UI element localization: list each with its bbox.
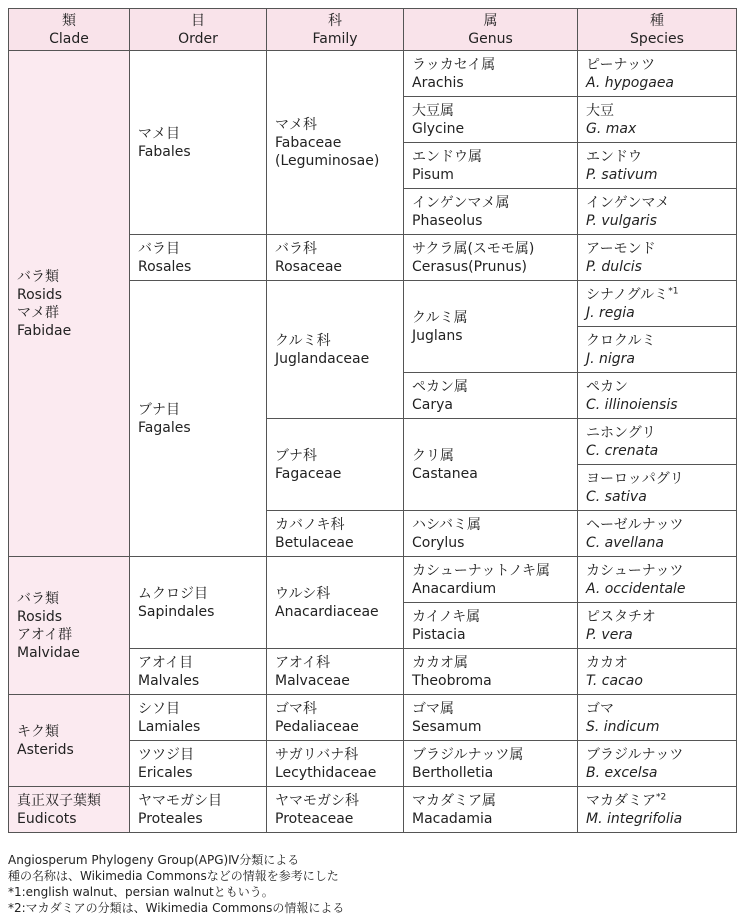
species-cell-macadamia: マカダミア$^{*2}$ M. integrifolia bbox=[578, 787, 737, 833]
species-cell-almond: アーモンド P. dulcis bbox=[578, 235, 737, 281]
table-row bbox=[9, 787, 737, 833]
order-cell-fabales: マメ目 Fabales bbox=[130, 51, 267, 235]
family-cell-lecythidaceae: サガリバナ科 Lecythidaceae bbox=[267, 741, 404, 787]
order-cell-fagales: ブナ目 Fagales bbox=[130, 281, 267, 557]
footnote-line: Angiosperum Phylogeny Group(APG)Ⅳ分類による bbox=[8, 853, 300, 867]
footnotes bbox=[8, 852, 344, 916]
species-cell-jp-chestnut: ニホングリ C. crenata bbox=[578, 419, 737, 465]
species-cell-black-walnut: クロクルミ J. nigra bbox=[578, 327, 737, 373]
footnote-line: *2:マカダミアの分類は、Wikimedia Commonsの情報による bbox=[8, 901, 345, 915]
footnote-line: *1:english walnut、persian walnutともいう。 bbox=[8, 885, 274, 899]
genus-cell-corylus: ハシバミ属 Corylus bbox=[404, 511, 578, 557]
family-cell-anacardiaceae: ウルシ科 Anacardiaceae bbox=[267, 557, 404, 649]
genus-cell-glycine: 大豆属 Glycine bbox=[404, 97, 578, 143]
genus-cell-bertholletia: ブラジルナッツ属 Bertholletia bbox=[404, 741, 578, 787]
species-cell-cashew: カシューナッツ A. occidentale bbox=[578, 557, 737, 603]
species-cell-pistachio: ピスタチオ P. vera bbox=[578, 603, 737, 649]
genus-cell-arachis: ラッカセイ属 Arachis bbox=[404, 51, 578, 97]
species-cell-hazelnut: ヘーゼルナッツ C. avellana bbox=[578, 511, 737, 557]
header-genus: 属 Genus bbox=[404, 9, 578, 51]
table-row bbox=[9, 695, 737, 741]
order-cell-proteales: ヤマモガシ目 Proteales bbox=[130, 787, 267, 833]
genus-cell-theobroma: カカオ属 Theobroma bbox=[404, 649, 578, 695]
order-cell-lamiales: シソ目 Lamiales bbox=[130, 695, 267, 741]
species-cell-sesame: ゴマ S. indicum bbox=[578, 695, 737, 741]
footnote-marker: *2 bbox=[656, 791, 667, 802]
species-cell-bean: インゲンマメ P. vulgaris bbox=[578, 189, 737, 235]
family-cell-betulaceae: カバノキ科 Betulaceae bbox=[267, 511, 404, 557]
family-cell-rosaceae: バラ科 Rosaceae bbox=[267, 235, 404, 281]
genus-cell-castanea: クリ属 Castanea bbox=[404, 419, 578, 511]
genus-cell-anacardium: カシューナットノキ属 Anacardium bbox=[404, 557, 578, 603]
genus-cell-cerasus: サクラ属(スモモ属) Cerasus(Prunus) bbox=[404, 235, 578, 281]
genus-cell-sesamum: ゴマ属 Sesamum bbox=[404, 695, 578, 741]
table-row bbox=[9, 51, 737, 97]
family-cell-proteaceae: ヤマモガシ科 Proteaceae bbox=[267, 787, 404, 833]
clade-cell-eudicots: 真正双子葉類 Eudicots bbox=[9, 787, 130, 833]
genus-cell-pistacia: カイノキ属 Pistacia bbox=[404, 603, 578, 649]
species-cell-pecan: ペカン C. illinoiensis bbox=[578, 373, 737, 419]
header-family: 科 Family bbox=[267, 9, 404, 51]
order-cell-sapindales: ムクロジ目 Sapindales bbox=[130, 557, 267, 649]
clade-cell-asterids: キク類 Asterids bbox=[9, 695, 130, 787]
species-cell-pea: エンドウ P. sativum bbox=[578, 143, 737, 189]
genus-cell-carya: ペカン属 Carya bbox=[404, 373, 578, 419]
family-cell-pedaliaceae: ゴマ科 Pedaliaceae bbox=[267, 695, 404, 741]
species-cell-walnut: シナノグルミ$^{*1}$ J. regia bbox=[578, 281, 737, 327]
order-cell-malvales: アオイ目 Malvales bbox=[130, 649, 267, 695]
species-cell-eu-chestnut: ヨーロッパグリ C. sativa bbox=[578, 465, 737, 511]
genus-cell-pisum: エンドウ属 Pisum bbox=[404, 143, 578, 189]
species-cell-soybean: 大豆 G. max bbox=[578, 97, 737, 143]
species-cell-peanut: ピーナッツ A. hypogaea bbox=[578, 51, 737, 97]
family-cell-fagaceae: ブナ科 Fagaceae bbox=[267, 419, 404, 511]
header-clade: 類 Clade bbox=[9, 9, 130, 51]
clade-cell-fabidae: バラ類 Rosids マメ群 Fabidae bbox=[9, 51, 130, 557]
genus-cell-juglans: クルミ属 Juglans bbox=[404, 281, 578, 373]
family-cell-malvaceae: アオイ科 Malvaceae bbox=[267, 649, 404, 695]
header-species: 種 Species bbox=[578, 9, 737, 51]
order-cell-ericales: ツツジ目 Ericales bbox=[130, 741, 267, 787]
footnote-line: 種の名称は、Wikimedia Commonsなどの情報を参考にした bbox=[8, 869, 339, 883]
header-order: 目 Order bbox=[130, 9, 267, 51]
species-cell-brazil-nut: ブラジルナッツ B. excelsa bbox=[578, 741, 737, 787]
genus-cell-phaseolus: インゲンマメ属 Phaseolus bbox=[404, 189, 578, 235]
header-row bbox=[9, 9, 737, 51]
table-row bbox=[9, 557, 737, 603]
taxonomy-table bbox=[8, 8, 737, 833]
clade-cell-malvidae: バラ類 Rosids アオイ群 Malvidae bbox=[9, 557, 130, 695]
family-cell-fabaceae: マメ科 Fabaceae (Leguminosae) bbox=[267, 51, 404, 235]
genus-cell-macadamia: マカダミア属 Macadamia bbox=[404, 787, 578, 833]
family-cell-juglandaceae: クルミ科 Juglandaceae bbox=[267, 281, 404, 419]
footnote-marker: *1 bbox=[668, 285, 679, 296]
species-cell-cacao: カカオ T. cacao bbox=[578, 649, 737, 695]
order-cell-rosales: バラ目 Rosales bbox=[130, 235, 267, 281]
